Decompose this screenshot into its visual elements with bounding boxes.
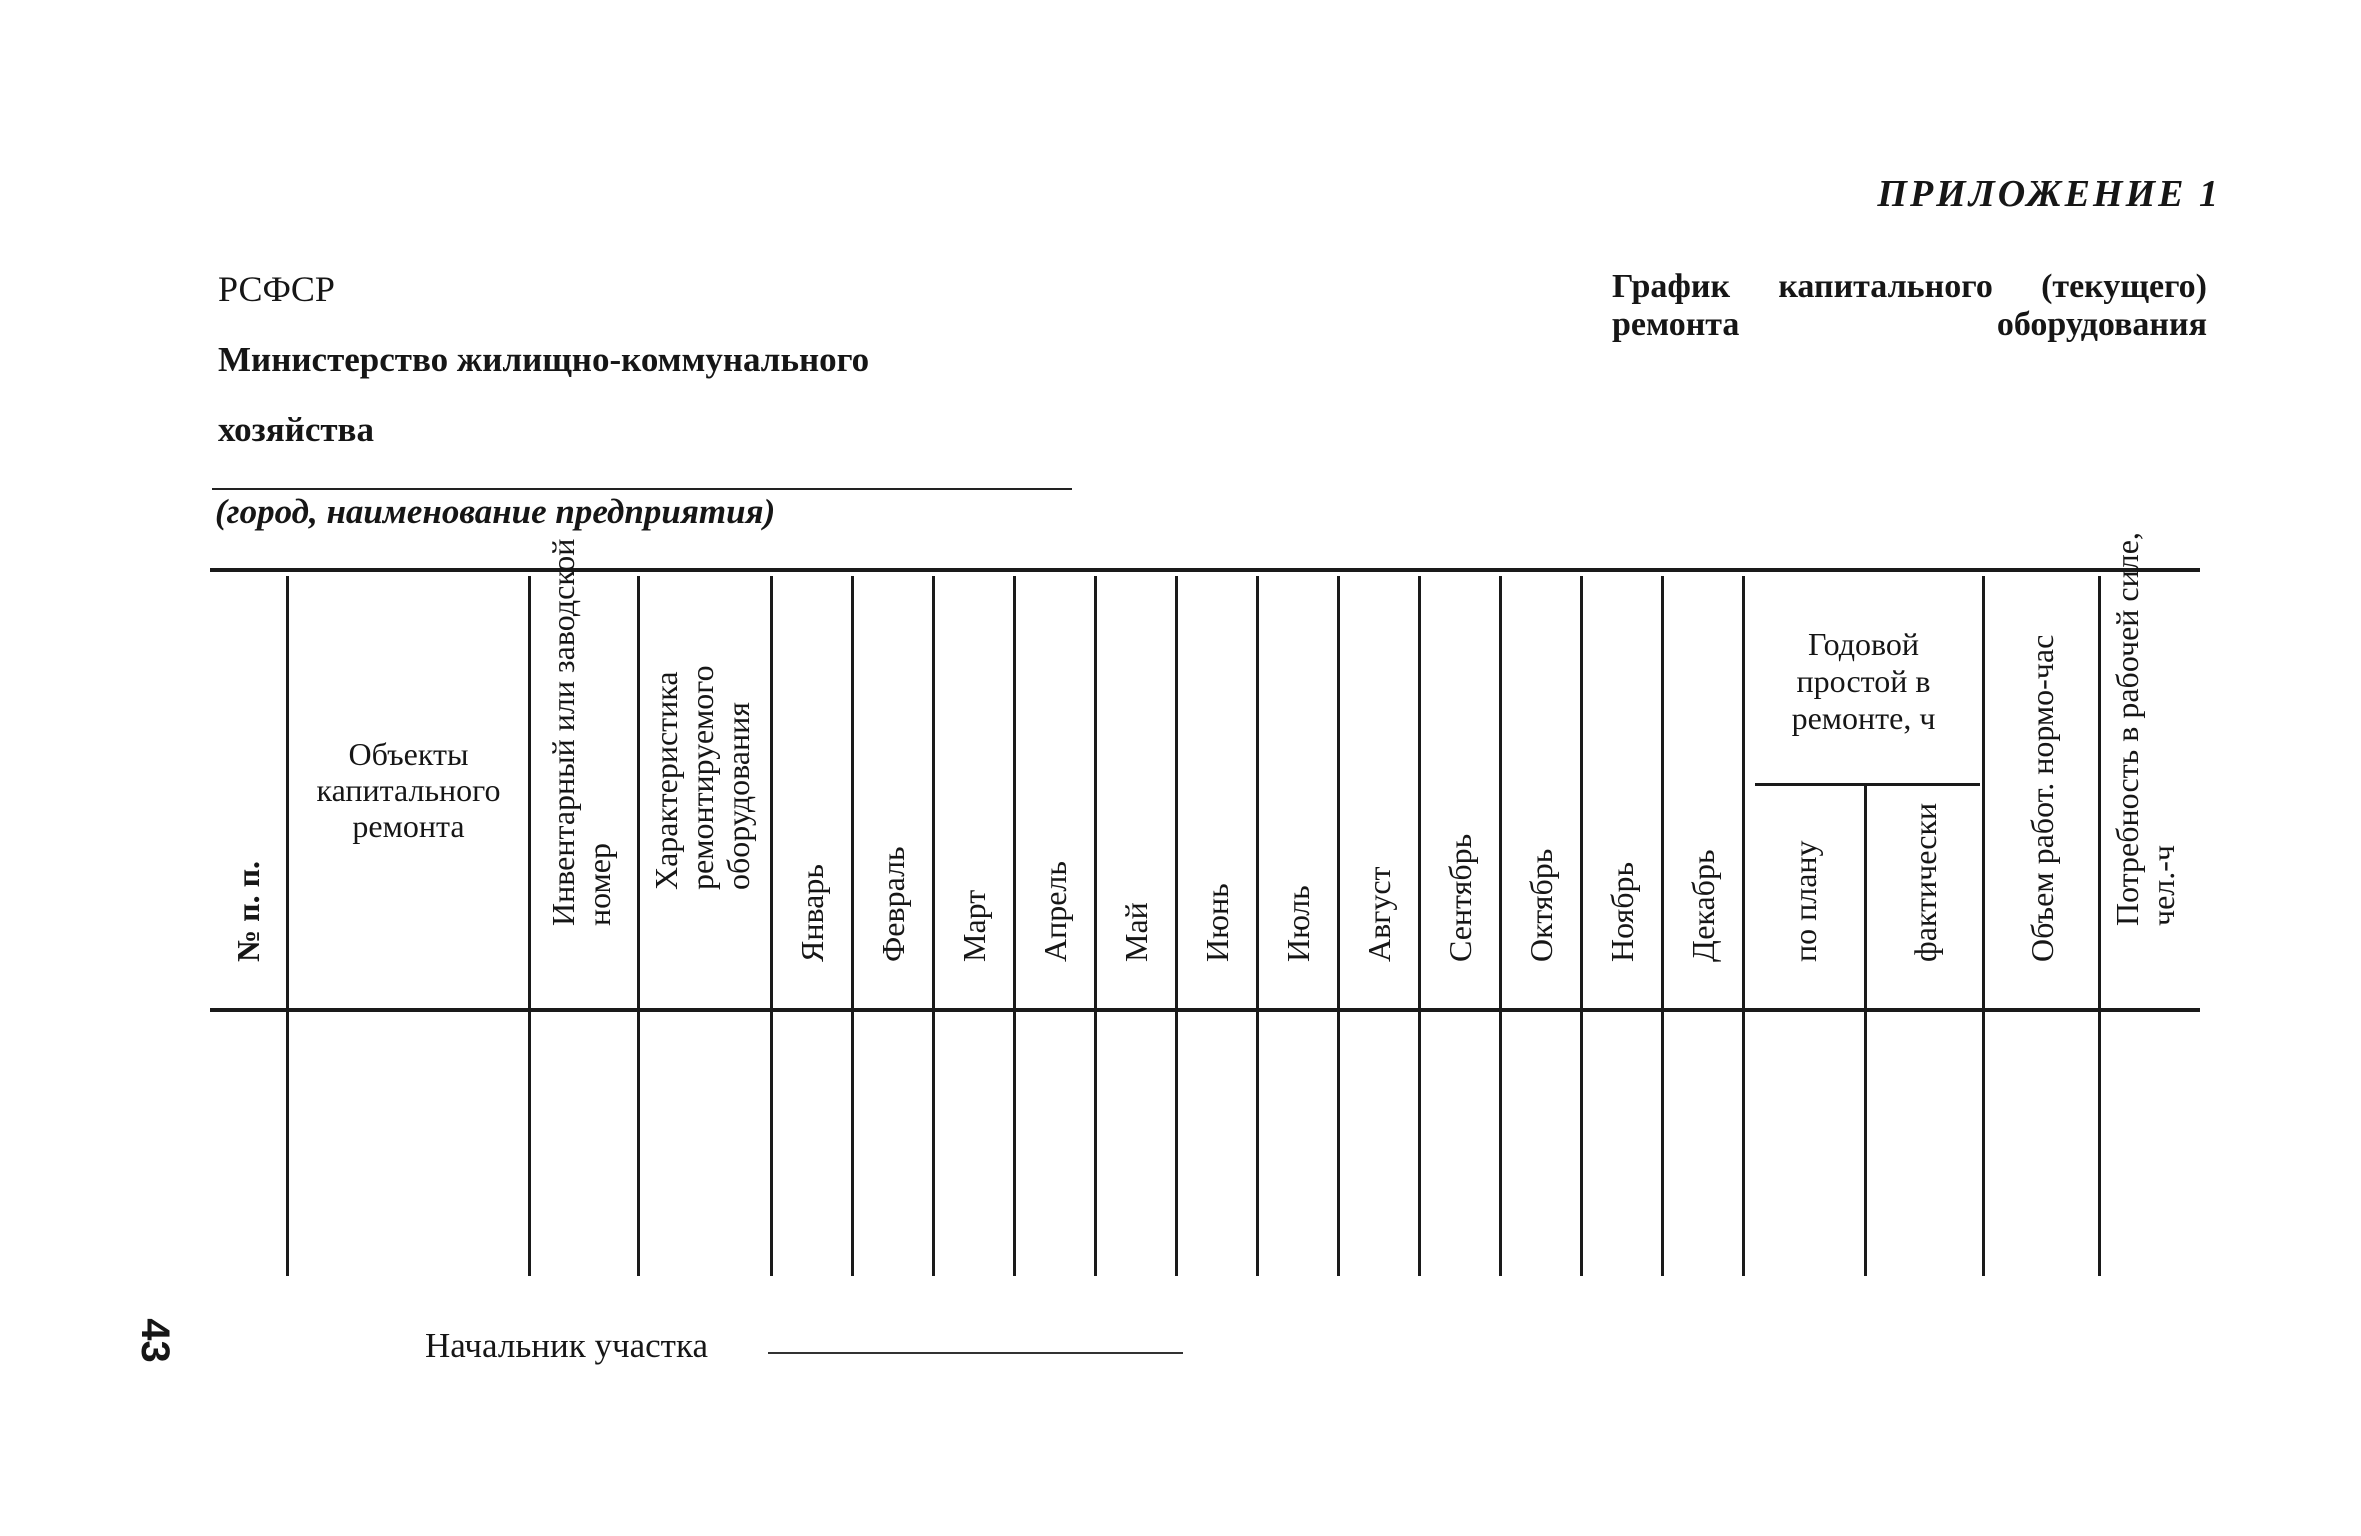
header-december-label: Декабрь [1685, 849, 1721, 962]
header-objects [289, 576, 528, 1004]
repair-schedule-table [210, 532, 2200, 1278]
header-june-label: Июнь [1199, 883, 1235, 962]
header-june [1178, 576, 1256, 1004]
organization-caption: (город, наименование предприятия) [215, 492, 776, 531]
signature-label: Начальник участка [425, 1326, 708, 1365]
header-annual-downtime [1745, 576, 1982, 781]
appendix-label: ПРИЛОЖЕНИЕ 1 [1877, 173, 2221, 215]
ministry-line-1: Министерство жилищно-коммунального [218, 340, 870, 379]
header-august [1340, 576, 1418, 1004]
country-label: РСФСР [218, 269, 335, 309]
header-inventory [531, 538, 637, 1004]
header-october [1502, 576, 1580, 1004]
header-objects-label: Объекты капитального ремонта [316, 736, 501, 844]
header-characteristics [640, 576, 770, 1004]
header-january-label: Январь [794, 864, 830, 962]
header-february-label: Февраль [875, 846, 911, 962]
document-title: График капитального (текущего) ремонта оборудования [1612, 268, 2207, 343]
header-planned-label: по плану [1786, 840, 1823, 962]
header-september-label: Сентябрь [1442, 833, 1478, 962]
header-work-volume [1985, 576, 2098, 1004]
header-number-label: № п. п. [230, 860, 266, 962]
header-january [773, 576, 851, 1004]
header-february [854, 576, 932, 1004]
header-may-label: Май [1118, 902, 1154, 962]
header-labor-need-label: Потребность в рабочей силе, чел.-ч [2109, 532, 2181, 926]
header-november [1583, 576, 1661, 1004]
downtime-subheader-rule [1755, 783, 1980, 786]
header-characteristics-label: Характеристика ремонтируемого оборудования [648, 665, 756, 890]
table-top-rule [210, 568, 2200, 572]
header-november-label: Ноябрь [1604, 861, 1640, 962]
header-october-label: Октябрь [1523, 848, 1559, 962]
ministry-line-2: хозяйства [218, 410, 374, 449]
organization-fill-line [212, 488, 1072, 490]
header-july [1259, 576, 1337, 1004]
header-actual-label: фактически [1906, 802, 1943, 962]
header-august-label: Август [1361, 866, 1397, 962]
header-planned [1745, 788, 1864, 1004]
header-actual [1867, 788, 1982, 1004]
header-inventory-label: Инвентарный или заводской номер [545, 538, 617, 926]
header-annual-downtime-label: Годовой простой в ремонте, ч [1791, 626, 1936, 736]
header-september [1421, 576, 1499, 1004]
page-number: 43 [132, 1318, 177, 1363]
table-header-rule [210, 1008, 2200, 1012]
header-march-label: Март [956, 889, 992, 962]
header-july-label: Июль [1280, 885, 1316, 962]
header-april [1016, 576, 1094, 1004]
header-march [935, 576, 1013, 1004]
header-may [1097, 576, 1175, 1004]
header-december [1664, 576, 1742, 1004]
header-number [210, 576, 286, 1004]
header-april-label: Апрель [1037, 861, 1073, 962]
header-labor-need [2101, 532, 2200, 1004]
header-work-volume-label: Объем работ. нормо-час [2023, 634, 2060, 962]
signature-fill-line [768, 1352, 1183, 1354]
